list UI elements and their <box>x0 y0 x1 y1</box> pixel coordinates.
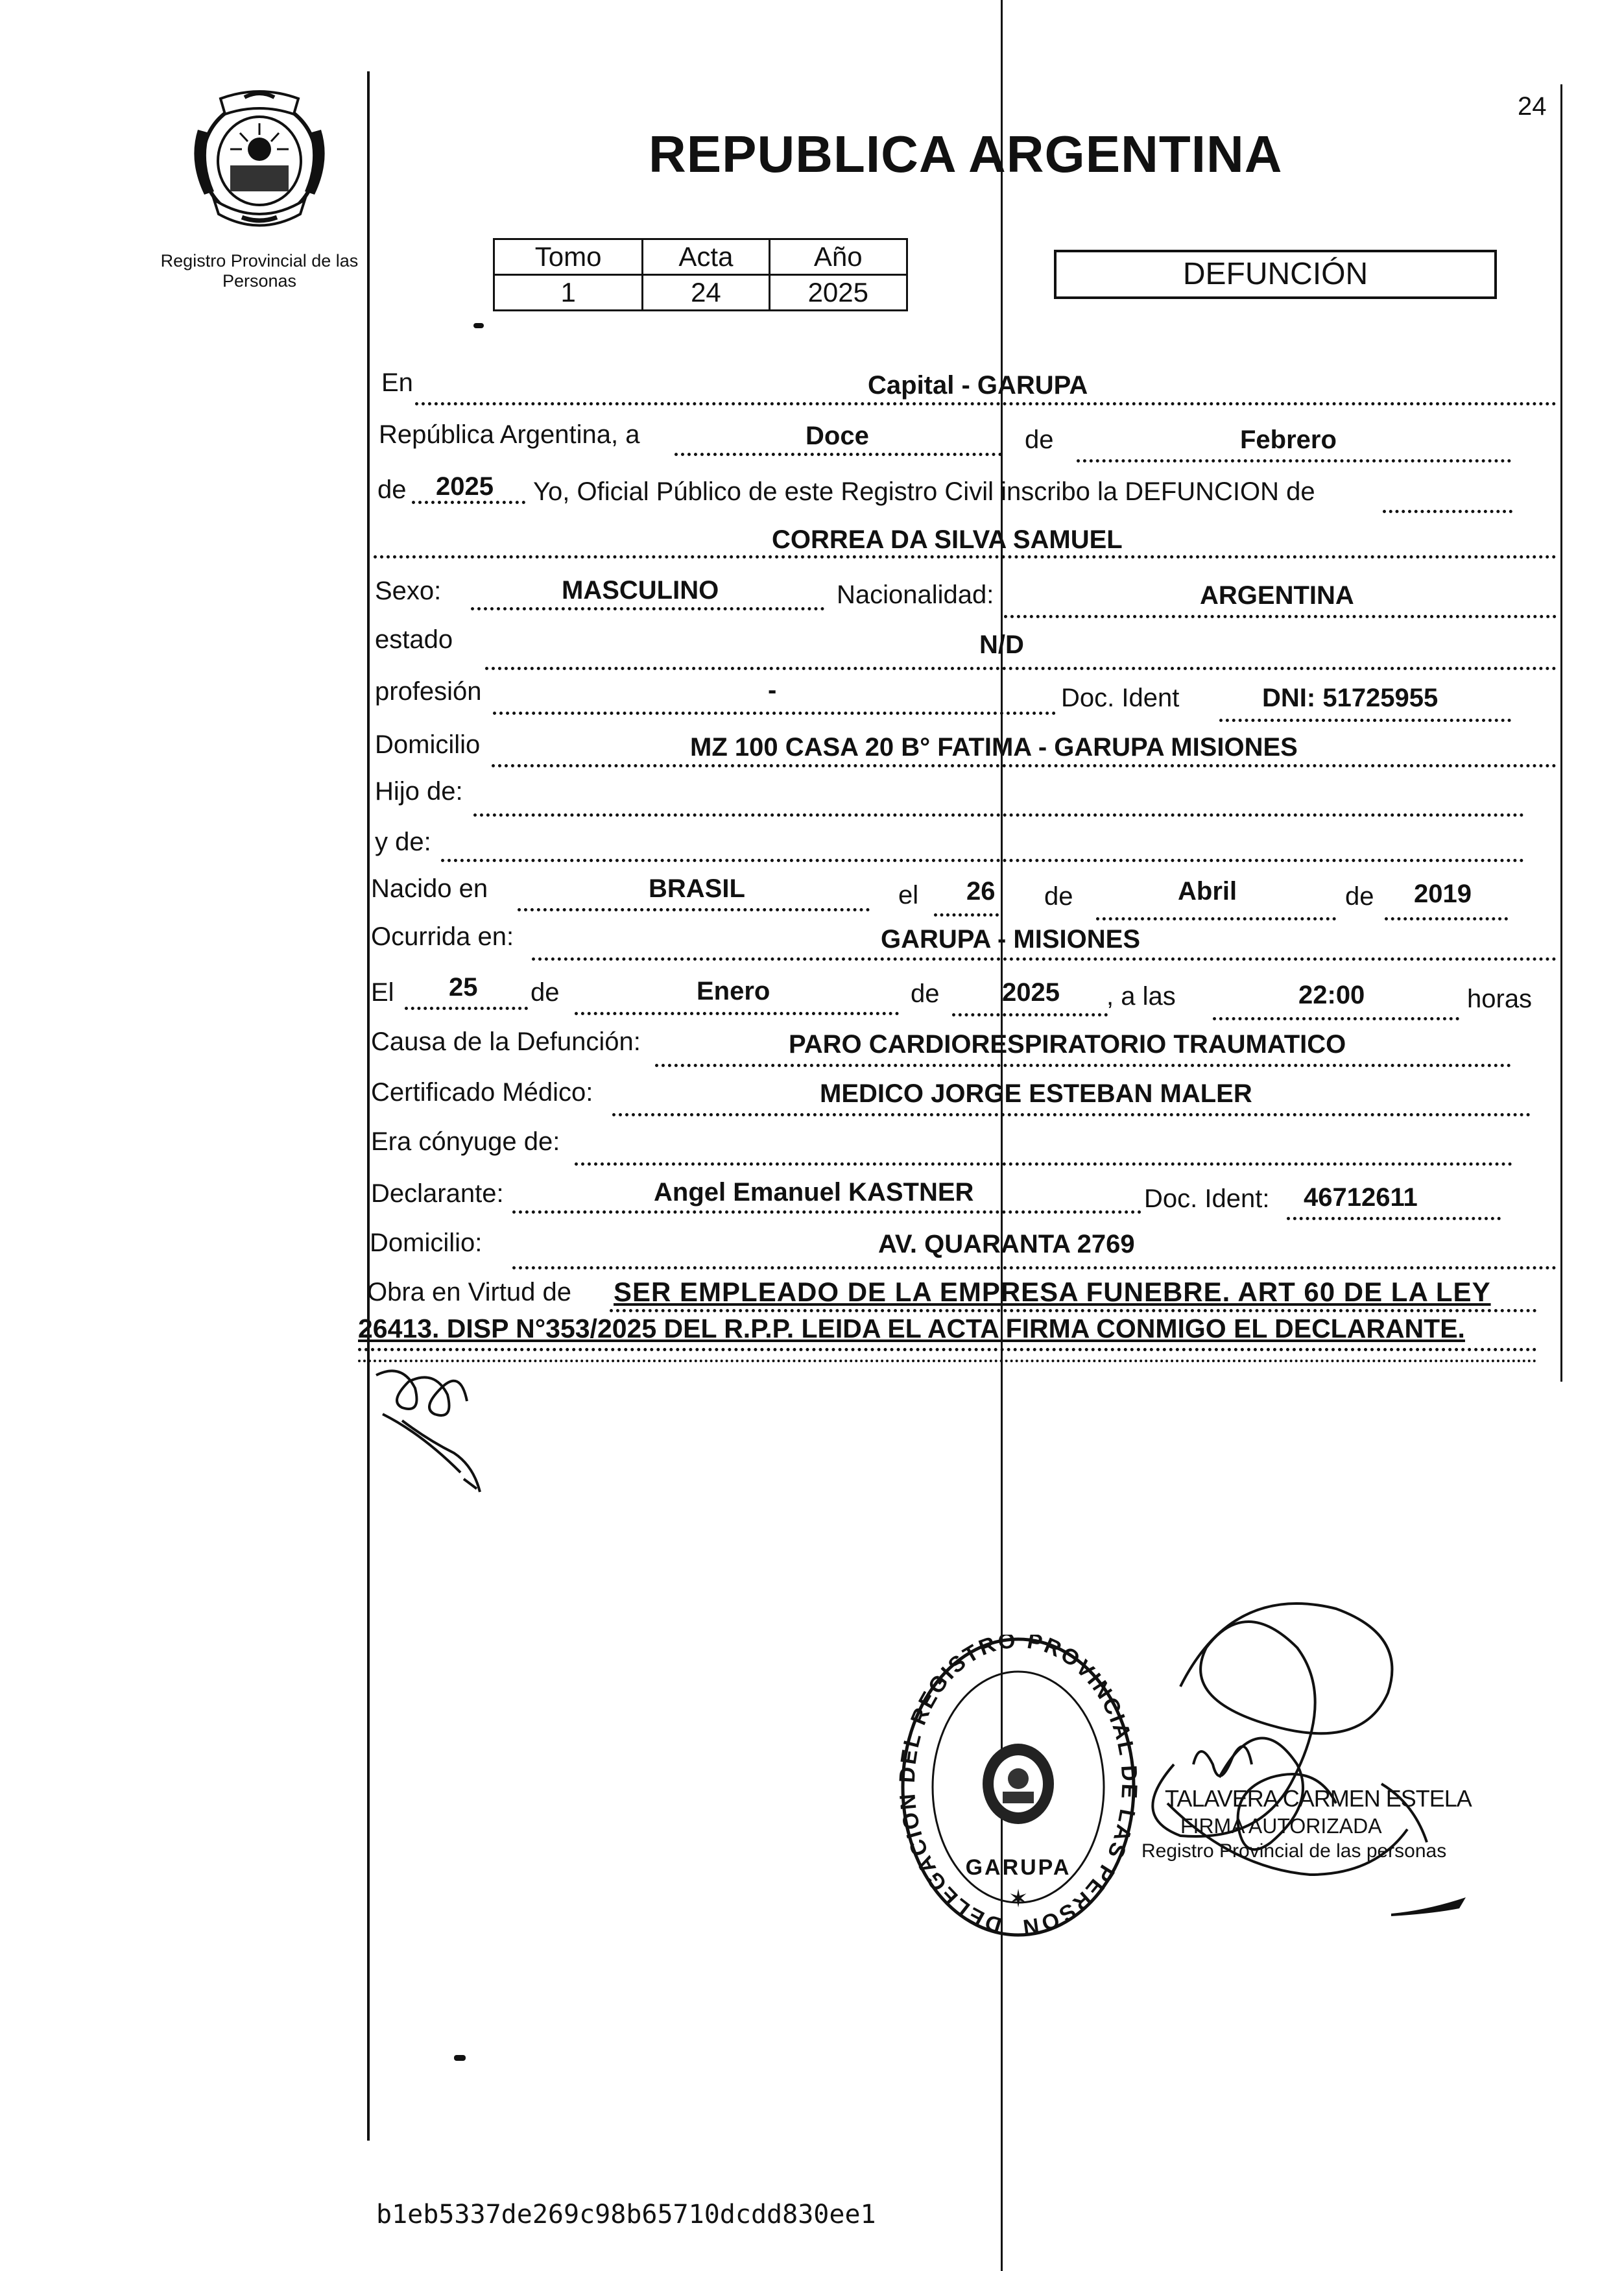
value-sexo: MASCULINO <box>562 576 719 605</box>
header-acta: Acta <box>643 239 769 275</box>
label-nacido-en: Nacido en <box>371 874 488 903</box>
province-logo <box>185 84 334 234</box>
dots-nacionalidad <box>1004 615 1557 618</box>
label-doc-ident: Doc. Ident <box>1061 684 1180 712</box>
label-conyuge: Era cónyuge de: <box>371 1127 560 1156</box>
label-horas: horas <box>1467 985 1533 1013</box>
header-anio: Año <box>769 239 907 275</box>
value-lugar: Capital - GARUPA <box>868 371 1088 400</box>
dots-dni <box>1219 719 1511 722</box>
value-ocurrida: GARUPA - MISIONES <box>881 925 1141 954</box>
scan-speck <box>473 323 484 328</box>
dots-estado <box>485 667 1557 670</box>
dots-dia <box>675 453 1002 456</box>
logo-caption <box>0 0 1 1</box>
label-causa: Causa de la Defunción: <box>371 1027 641 1056</box>
dots-def-dia <box>405 1007 528 1010</box>
dots-nombre <box>374 555 1557 559</box>
value-declarante: Angel Emanuel KASTNER <box>654 1178 974 1207</box>
dots-end <box>358 1360 1537 1362</box>
signature-flourish <box>1388 1894 1472 1920</box>
dots-declarante <box>512 1210 1141 1214</box>
value-certificado: MEDICO JORGE ESTEBAN MALER <box>820 1079 1252 1108</box>
dots-obra-1 <box>610 1309 1537 1312</box>
label-nacionalidad: Nacionalidad: <box>837 581 994 609</box>
dots-nac-anio <box>1385 917 1508 920</box>
dots-hijo-de <box>473 813 1524 817</box>
label-de-1: de <box>1025 426 1054 454</box>
label-domicilio-2: Domicilio: <box>370 1229 483 1257</box>
label-de-def-2: de <box>911 979 940 1008</box>
value-def-mes: Enero <box>697 977 770 1005</box>
value-mes: Febrero <box>1240 426 1337 454</box>
signer-name: TALAVERA CARMEN ESTELA <box>1165 1785 1472 1812</box>
dots-mes <box>1077 459 1511 463</box>
dots-nac-mes <box>1096 917 1336 920</box>
record-table-values <box>494 275 907 311</box>
doc-type-box <box>1054 250 1497 299</box>
value-def-dia: 25 <box>449 973 478 1002</box>
value-anio: 2025 <box>436 472 494 501</box>
dots-domicilio-2 <box>512 1266 1557 1269</box>
label-ocurrida-en: Ocurrida en: <box>371 922 514 951</box>
scan-speck <box>454 2055 466 2061</box>
value-nombre: CORREA DA SILVA SAMUEL <box>772 525 1123 554</box>
label-certificado: Certificado Médico: <box>371 1078 593 1107</box>
value-obra-2: 26413. DISP N°353/2025 DEL R.P.P. LEIDA EL ACTA FIRMA CONMIGO EL DECLARANTE. <box>358 1314 1465 1343</box>
stamp-ring-text: DELEGACIO EL REGISTRO PROVINCIAL LAS PERSON <box>898 1635 1138 1940</box>
value-dia: Doce <box>806 422 869 450</box>
dots-sexo <box>471 607 824 610</box>
value-estado: N/D <box>979 631 1024 659</box>
label-en: En <box>381 368 413 397</box>
dots-nacido-en <box>518 908 870 911</box>
value-domicilio: MZ 100 CASA 20 B° FATIMA - GARUPA MISIONES <box>690 733 1298 762</box>
value-profesion: - <box>768 676 777 704</box>
page-number: 24 <box>1518 92 1547 121</box>
value-nac-anio: 2019 <box>1414 880 1472 908</box>
dots-obra-2 <box>358 1348 1537 1351</box>
label-domicilio: Domicilio <box>375 730 481 759</box>
dots-declarante-doc <box>1287 1217 1501 1220</box>
dots-hora <box>1213 1017 1459 1020</box>
value-nacionalidad: ARGENTINA <box>1200 581 1354 610</box>
value-hora: 22:00 <box>1298 981 1365 1009</box>
value-tomo: 1 <box>494 275 643 311</box>
label-de-2: de <box>377 475 407 504</box>
label-hijo-de: Hijo de: <box>375 777 463 806</box>
value-acta: 24 <box>643 275 769 311</box>
value-declarante-doc: 46712611 <box>1304 1183 1418 1212</box>
label-estado: estado <box>375 625 453 654</box>
record-table-header <box>494 239 907 275</box>
value-obra-1: SER EMPLEADO DE LA EMPRESA FUNEBRE. ART 60 DE LA LEY <box>614 1277 1491 1307</box>
svg-text:✶: ✶ <box>1008 1886 1029 1913</box>
value-nac-dia: 26 <box>966 877 996 906</box>
value-nac-mes: Abril <box>1178 877 1237 906</box>
authorizing-signature <box>1103 1570 1466 1933</box>
label-de-nac-2: de <box>1345 882 1374 911</box>
dots-def-mes <box>575 1012 899 1015</box>
label-el-def: El <box>371 978 394 1007</box>
dots-ocurrida <box>532 957 1557 961</box>
label-a-las: , a las <box>1106 982 1176 1011</box>
signer-role: FIRMA AUTORIZADA <box>1180 1814 1382 1838</box>
label-republica: República Argentina, a <box>379 420 640 449</box>
label-profesion: profesión <box>375 677 482 706</box>
label-el-nacido: el <box>898 881 919 909</box>
declarant-signature <box>363 1343 506 1498</box>
dots-def-anio <box>952 1013 1108 1016</box>
page-title: REPUBLICA ARGENTINA <box>649 125 1283 183</box>
record-table <box>493 238 908 311</box>
label-de-nac-1: de <box>1044 882 1073 911</box>
value-causa: PARO CARDIORESPIRATORIO TRAUMATICO <box>789 1030 1346 1059</box>
label-yo-oficial: Yo, Oficial Público de este Registro Civil inscribo la DEFUNCION de <box>533 477 1315 506</box>
doc-type-label: DEFUNCIÓN <box>1182 257 1368 291</box>
dots-certificado <box>612 1113 1531 1116</box>
label-obra: Obra en Virtud de <box>367 1278 572 1306</box>
dots-en <box>415 402 1557 405</box>
label-declarante: Declarante: <box>371 1179 504 1208</box>
value-nacido-en: BRASIL <box>649 874 745 903</box>
dots-causa <box>655 1064 1511 1067</box>
label-y-de: y de: <box>375 828 431 856</box>
dots-conyuge <box>575 1162 1512 1166</box>
label-doc-ident-2: Doc. Ident: <box>1144 1184 1270 1213</box>
dots-y-de <box>441 859 1524 862</box>
dots-profesion <box>493 712 1056 715</box>
dots-nac-dia <box>934 913 999 917</box>
value-dni: DNI: 51725955 <box>1262 684 1439 712</box>
signer-org: Registro Provincial de las personas <box>1141 1840 1447 1862</box>
dots-yo <box>1383 510 1512 513</box>
value-def-anio: 2025 <box>1002 978 1060 1007</box>
registry-label: Registro Provincial de las Personas <box>160 251 359 291</box>
stamp-bottom-text: GARUPA <box>965 1855 1071 1880</box>
right-margin-line <box>1560 84 1562 1382</box>
value-anio: 2025 <box>769 275 907 311</box>
label-sexo: Sexo: <box>375 577 442 605</box>
dots-domicilio <box>492 764 1557 767</box>
header-tomo: Tomo <box>494 239 643 275</box>
left-margin-line <box>367 71 370 2141</box>
value-declarante-domicilio: AV. QUARANTA 2769 <box>878 1230 1135 1258</box>
footer-hash: b1eb5337de269c98b65710dcdd830ee1 <box>376 2200 876 2229</box>
label-de-def-1: de <box>531 978 560 1007</box>
